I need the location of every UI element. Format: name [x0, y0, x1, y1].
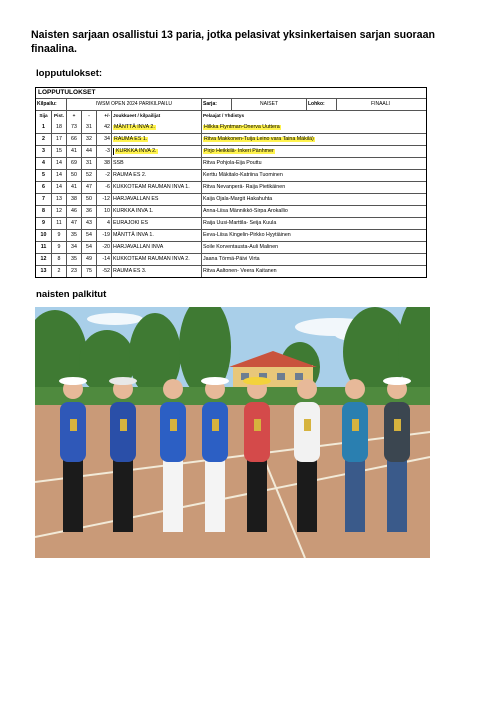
difference-cell-text: 34 — [104, 135, 110, 142]
difference-cell-text: -20 — [102, 243, 110, 250]
points-cell-text: 18 — [56, 123, 62, 130]
points-cell — [51, 242, 66, 253]
placement-cell-text: 2 — [42, 135, 45, 142]
players-cell-text: Kerttu Mäkitalo-Katriina Tuominen — [203, 171, 283, 178]
conceded-cell — [81, 146, 96, 157]
points-cell-text: 14 — [56, 159, 62, 166]
group-photo-illustration — [35, 307, 430, 558]
players-cell-text: Kaija Ojala-Margit Hakahuhta — [203, 195, 273, 202]
sarja-label: Sarja: — [201, 99, 231, 110]
scored-cell — [66, 158, 81, 169]
players-cell — [201, 218, 426, 229]
team-cell — [111, 122, 201, 133]
players-cell-text: Hilkka Flyntman-Onerva Uuttera — [204, 123, 280, 130]
header-minus: - — [81, 111, 96, 122]
result-row — [36, 265, 426, 277]
scored-cell-text: 35 — [71, 255, 77, 262]
kilpailu-label: Kilpailu: — [37, 101, 57, 107]
award-winners-photo — [35, 307, 430, 558]
result-row — [36, 253, 426, 265]
placement-cell-text: 12 — [40, 255, 47, 262]
placement-cell-text: 7 — [42, 195, 45, 202]
placement-cell — [36, 158, 51, 169]
team-cell — [111, 230, 201, 241]
points-cell — [51, 170, 66, 181]
conceded-cell-text: 52 — [86, 171, 92, 178]
photo-ground — [35, 405, 430, 558]
team-cell — [111, 194, 201, 205]
conceded-cell — [81, 218, 96, 229]
header-team: Joukkueet / kilpailijat — [111, 111, 201, 122]
difference-cell — [96, 170, 111, 181]
scored-cell — [66, 146, 81, 157]
prizes-heading: naisten palkitut — [36, 289, 107, 300]
conceded-cell-text: 49 — [86, 255, 92, 262]
result-row — [36, 122, 426, 133]
conceded-cell — [81, 242, 96, 253]
results-heading: lopputulokset: — [36, 68, 103, 79]
team-cell — [111, 206, 201, 217]
team-cell — [111, 182, 201, 193]
team-cell-text: HARJAVALLAN ES — [113, 195, 159, 202]
players-cell — [201, 254, 426, 265]
conceded-cell-text: 43 — [86, 219, 92, 226]
difference-cell-text: 42 — [104, 123, 110, 130]
team-cell — [111, 158, 201, 169]
difference-cell — [96, 194, 111, 205]
scored-cell-text: 35 — [71, 231, 77, 238]
scored-cell-text: 23 — [71, 267, 77, 274]
competition-info-row — [36, 98, 426, 110]
points-cell-text: 9 — [57, 243, 61, 250]
points-cell-text: 14 — [56, 183, 62, 190]
scored-cell-text: 34 — [71, 243, 77, 250]
conceded-cell-text: 47 — [86, 183, 92, 190]
conceded-cell — [81, 230, 96, 241]
difference-cell-text: -3 — [105, 147, 110, 154]
players-cell — [201, 158, 426, 169]
players-cell-text: Ritva Aaltonen- Veera Kaitanen — [203, 267, 277, 274]
conceded-cell — [81, 266, 96, 277]
result-row — [36, 157, 426, 169]
results-header-row — [36, 110, 426, 122]
placement-cell — [36, 170, 51, 181]
points-cell — [51, 206, 66, 217]
conceded-cell — [81, 254, 96, 265]
conceded-cell — [81, 170, 96, 181]
intro-text: Naisten sarjaan osallistui 13 paria, jotka pelasivat yksinkertaisen sarjan suoraan finaalina. — [31, 29, 435, 55]
players-cell — [201, 194, 426, 205]
kilpailu-value: IWSM OPEN 2024 PARIKILPAILU — [66, 99, 201, 110]
result-row — [36, 145, 426, 157]
conceded-cell-text: 54 — [86, 231, 92, 238]
difference-cell — [96, 122, 111, 133]
placement-cell — [36, 230, 51, 241]
header-plus: + — [66, 111, 81, 122]
difference-cell-text: -52 — [102, 267, 110, 274]
header-sija: Sija — [39, 113, 48, 119]
conceded-cell — [81, 134, 96, 145]
points-cell — [51, 230, 66, 241]
header-difference: +/- — [96, 111, 111, 122]
players-cell — [201, 242, 426, 253]
result-row — [36, 133, 426, 145]
scored-cell — [66, 122, 81, 133]
sarja-value: NAISET — [231, 99, 306, 110]
placement-cell-text: 3 — [42, 147, 45, 154]
difference-cell — [96, 254, 111, 265]
difference-cell — [96, 146, 111, 157]
team-cell — [111, 266, 201, 277]
results-table-title: LOPPUTULOKSET — [38, 88, 96, 96]
placement-cell-text: 8 — [42, 207, 45, 214]
team-cell-text: HARJAVALLAN INVA — [113, 243, 164, 250]
scored-cell-text: 69 — [71, 159, 77, 166]
scored-cell — [66, 266, 81, 277]
difference-cell-text: -6 — [105, 183, 110, 190]
points-cell-text: 11 — [56, 219, 62, 226]
team-cell — [111, 134, 201, 145]
points-cell — [51, 122, 66, 133]
points-cell — [51, 194, 66, 205]
placement-cell — [36, 146, 51, 157]
placement-cell-text: 1 — [42, 123, 45, 130]
points-cell — [51, 218, 66, 229]
scored-cell-text: 73 — [71, 123, 77, 130]
team-cell — [111, 170, 201, 181]
players-cell-text: Soile Korventausta-Auli Malinen — [203, 243, 279, 250]
placement-cell-text: 11 — [40, 243, 47, 250]
points-cell — [51, 254, 66, 265]
result-row — [36, 193, 426, 205]
team-cell — [111, 254, 201, 265]
conceded-cell-text: 32 — [86, 135, 92, 142]
result-row — [36, 229, 426, 241]
players-cell-text: Raija Uusi-Marttila- Seija Kuula — [203, 219, 277, 226]
team-cell-text: KURKKA INVA 1. — [113, 207, 154, 214]
team-cell-text: KUKKOTEAM RAUMAN INVA 2. — [113, 255, 190, 262]
photo-hedge — [35, 387, 430, 407]
players-cell-text: Eeva-Liisa Kingelin-Pirkko Hyytiäinen — [203, 231, 291, 238]
points-cell — [51, 134, 66, 145]
difference-cell — [96, 218, 111, 229]
points-cell-text: 17 — [56, 135, 62, 142]
result-row — [36, 217, 426, 229]
team-cell-text: RAUMA ES 2. — [113, 171, 147, 178]
players-cell — [201, 146, 426, 157]
lohko-value: FINAALI — [336, 99, 424, 110]
placement-cell — [36, 218, 51, 229]
result-row — [36, 241, 426, 253]
players-cell — [201, 206, 426, 217]
placement-cell-text: 10 — [40, 231, 47, 238]
result-row — [36, 205, 426, 217]
points-cell-text: 13 — [56, 195, 62, 202]
result-row — [36, 169, 426, 181]
conceded-cell-text: 31 — [86, 123, 92, 130]
conceded-cell-text: 31 — [86, 159, 92, 166]
difference-cell — [96, 242, 111, 253]
players-cell — [201, 134, 426, 145]
placement-cell — [36, 206, 51, 217]
players-cell — [201, 230, 426, 241]
placement-cell-text: 9 — [42, 219, 45, 226]
difference-cell-text: -2 — [105, 171, 110, 178]
points-cell-text: 2 — [57, 267, 61, 274]
players-cell — [201, 182, 426, 193]
difference-cell-text: -14 — [102, 255, 110, 262]
placement-cell — [36, 134, 51, 145]
scored-cell-text: 66 — [71, 135, 77, 142]
difference-cell — [96, 266, 111, 277]
team-cell — [111, 242, 201, 253]
placement-cell-text: 13 — [40, 267, 47, 274]
scored-cell — [66, 242, 81, 253]
difference-cell — [96, 134, 111, 145]
scored-cell — [66, 230, 81, 241]
points-cell-text: 9 — [57, 231, 61, 238]
difference-cell — [96, 230, 111, 241]
players-cell-text: Pirjo Heikkilä- Inkeri Pänhmer — [204, 147, 274, 154]
players-cell-text: Anna-Liisa Männikkö-Sirpa Arokallio — [203, 207, 288, 214]
points-cell-text: 14 — [56, 171, 62, 178]
placement-cell — [36, 122, 51, 133]
conceded-cell — [81, 194, 96, 205]
placement-cell-text: 5 — [42, 171, 45, 178]
team-cell-text: MÄNTTÄ INVA 2. — [114, 123, 155, 130]
conceded-cell — [81, 182, 96, 193]
points-cell-text: 12 — [56, 207, 62, 214]
team-cell-text: RAUMA ES 1. — [114, 135, 148, 142]
conceded-cell — [81, 206, 96, 217]
team-cell — [111, 146, 201, 157]
points-cell — [51, 182, 66, 193]
text-cursor — [113, 148, 114, 155]
scored-cell-text: 46 — [71, 207, 77, 214]
result-row — [36, 181, 426, 193]
scored-cell — [66, 170, 81, 181]
players-cell — [201, 266, 426, 277]
scored-cell — [66, 194, 81, 205]
conceded-cell — [81, 158, 96, 169]
difference-cell-text: 4 — [107, 219, 110, 226]
points-cell — [51, 146, 66, 157]
difference-cell-text: -12 — [102, 195, 110, 202]
players-cell — [201, 170, 426, 181]
scored-cell — [66, 182, 81, 193]
scored-cell-text: 41 — [71, 147, 77, 154]
team-cell-text: KUKKOTEAM RAUMAN INVA 1. — [113, 183, 190, 190]
difference-cell-text: 38 — [104, 159, 110, 166]
scored-cell-text: 38 — [71, 195, 77, 202]
header-points: Pist. — [51, 111, 66, 122]
team-cell — [111, 218, 201, 229]
difference-cell — [96, 182, 111, 193]
header-players: Pelaajat / Yhdistys — [201, 111, 426, 122]
points-cell-text: 8 — [57, 255, 61, 262]
scored-cell-text: 41 — [71, 183, 77, 190]
results-table — [35, 87, 427, 278]
difference-cell — [96, 158, 111, 169]
placement-cell — [36, 242, 51, 253]
players-cell-text: Ritva Makkonen-Tuija Leino vara Taina Mäkilä) — [204, 135, 314, 142]
scored-cell — [66, 218, 81, 229]
conceded-cell — [81, 122, 96, 133]
difference-cell — [96, 206, 111, 217]
team-cell-text: RAUMA ES 3. — [113, 267, 147, 274]
conceded-cell-text: 36 — [86, 207, 92, 214]
placement-cell — [36, 254, 51, 265]
placement-cell — [36, 266, 51, 277]
scored-cell — [66, 206, 81, 217]
points-cell — [51, 158, 66, 169]
players-cell-text: Jaana Törmä-Päivi Virta — [203, 255, 260, 262]
conceded-cell-text: 75 — [86, 267, 92, 274]
placement-cell — [36, 182, 51, 193]
lohko-label: Lohko: — [306, 99, 336, 110]
scored-cell — [66, 254, 81, 265]
placement-cell — [36, 194, 51, 205]
placement-cell-text: 6 — [42, 183, 45, 190]
scored-cell-text: 47 — [71, 219, 77, 226]
players-cell-text: Ritva Pohjola-Eija Pouttu — [203, 159, 262, 166]
points-cell — [51, 266, 66, 277]
team-cell-text: EURAJOKI ES — [113, 219, 149, 226]
conceded-cell-text: 54 — [86, 243, 92, 250]
scored-cell — [66, 134, 81, 145]
difference-cell-text: 10 — [104, 207, 110, 214]
team-cell-text: MÄNTTÄ INVA 1. — [113, 231, 154, 238]
placement-cell-text: 4 — [42, 159, 45, 166]
team-cell-text: KURKKA INVA 2. — [116, 147, 157, 154]
results-rows — [36, 122, 426, 277]
team-cell-text: SSB — [113, 159, 124, 166]
conceded-cell-text: 44 — [86, 147, 92, 154]
scored-cell-text: 50 — [71, 171, 77, 178]
conceded-cell-text: 50 — [86, 195, 92, 202]
points-cell-text: 15 — [56, 147, 62, 154]
players-cell-text: Ritva Nevanperä- Raija Pietikäinen — [203, 183, 286, 190]
difference-cell-text: -19 — [102, 231, 110, 238]
players-cell — [201, 122, 426, 133]
